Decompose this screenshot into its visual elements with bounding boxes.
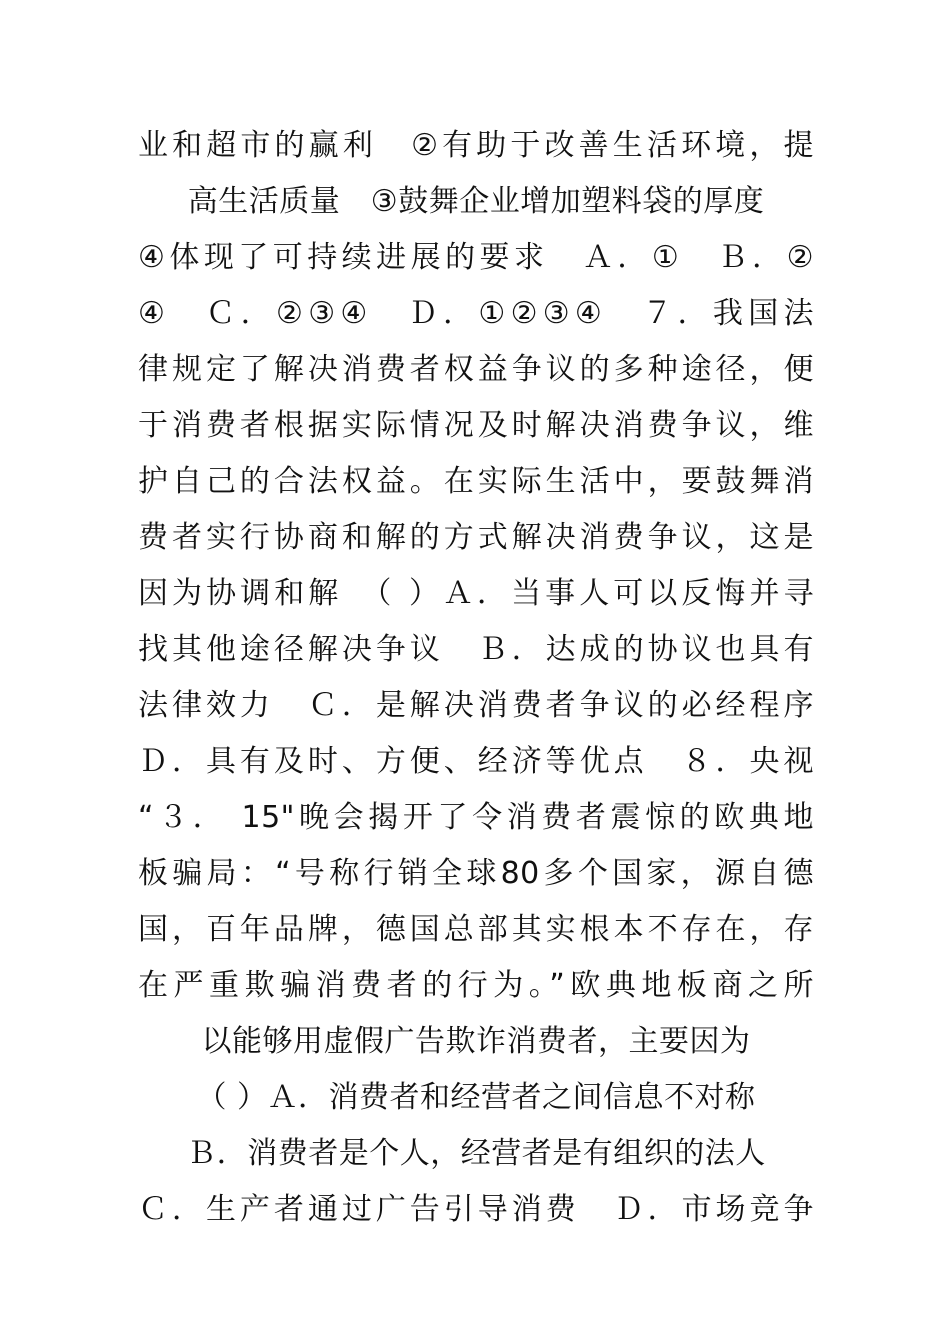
text-line: “３． 15"晚会揭开了令消费者震惊的欧典地 <box>138 800 814 835</box>
text-line: ④体现了可持续进展的要求 Ａ．① Ｂ．② <box>138 240 814 275</box>
text-line: 于消费者根据实际情况及时解决消费争议，维 <box>138 408 814 443</box>
text-line: 国，百年品牌，德国总部其实根本不存在，存 <box>138 912 814 947</box>
text-line: 高生活质量 ③鼓舞企业增加塑料袋的厚度 <box>187 184 765 219</box>
text-line: 业和超市的赢利 ②有助于改善生活环境，提 <box>138 128 814 163</box>
text-line: Ｄ．具有及时、方便、经济等优点 ８．央视 <box>138 744 814 779</box>
text-line: 板骗局：“号称行销全球80多个国家，源自德 <box>138 856 814 891</box>
text-line: 以能够用虚假广告欺诈消费者，主要因为 <box>201 1024 751 1059</box>
text-line: ④ Ｃ．②③④ Ｄ．①②③④ ７．我国法 <box>138 296 814 331</box>
text-line: 律规定了解决消费者权益争议的多种途径，便 <box>138 352 814 387</box>
text-line: Ｂ．消费者是个人，经营者是有组织的法人 <box>186 1136 766 1171</box>
text-line: 法律效力 Ｃ．是解决消费者争议的必经程序 <box>138 688 814 723</box>
text-line: 费者实行协商和解的方式解决消费争议，这是 <box>138 520 814 555</box>
text-line: （ ）Ａ．消费者和经营者之间信息不对称 <box>196 1080 756 1115</box>
text-line: 找其他途径解决争议 Ｂ．达成的协议也具有 <box>138 632 814 667</box>
text-line: Ｃ．生产者通过广告引导消费 Ｄ．市场竞争 <box>138 1192 814 1227</box>
text-line: 在严重欺骗消费者的行为。”欧典地板商之所 <box>138 968 814 1003</box>
question-text-block <box>138 118 814 1238</box>
text-line: 因为协调和解 （ ）Ａ．当事人可以反悔并寻 <box>138 576 814 611</box>
text-line: 护自己的合法权益。在实际生活中，要鼓舞消 <box>138 464 814 499</box>
